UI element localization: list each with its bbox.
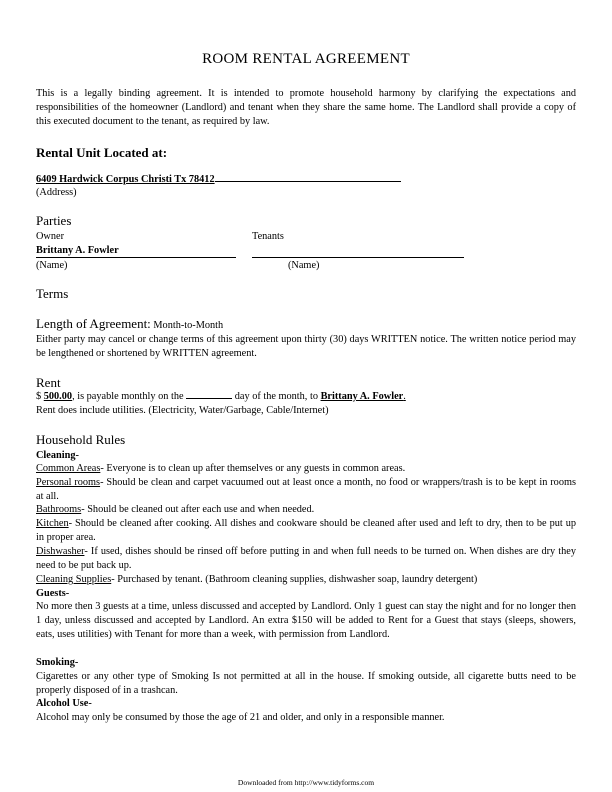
cleaning-heading: Cleaning- <box>36 450 79 461</box>
address-value: 6409 Hardwick Corpus Christi Tx 78412 <box>36 174 215 185</box>
length-value: Month-to-Month <box>153 320 224 331</box>
footer-link[interactable]: http://www.tidyforms.com <box>294 778 375 787</box>
footer <box>0 778 612 787</box>
alcohol-heading: Alcohol Use- <box>36 698 92 709</box>
rent-day-blank <box>186 398 232 399</box>
tenant-name-label: (Name) <box>288 260 320 271</box>
common-areas-label: Common Areas <box>36 463 101 474</box>
tenants-label: Tenants <box>252 231 284 242</box>
bathrooms-label: Bathrooms <box>36 504 82 515</box>
address-blank-line <box>215 181 401 182</box>
rent-currency: $ <box>36 391 42 402</box>
length-heading: Length of Agreement: <box>36 316 151 331</box>
personal-rooms-rule <box>36 476 576 504</box>
kitchen-rule <box>36 517 576 545</box>
rent-amount: 500.00 <box>43 391 73 402</box>
personal-rooms-label: Personal rooms <box>36 477 101 488</box>
cleaning-supplies-text: - Purchased by tenant. (Bathroom cleaning supplies, dishwasher soap, laundry detergent) <box>111 574 478 585</box>
owner-label: Owner <box>36 231 65 242</box>
dishwasher-text: - If used, dishes should be rinsed off before putting in and when full needs to be turned on. When dishes are dry they need to be put back up. <box>36 546 576 571</box>
address-line <box>36 173 576 187</box>
cleaning-supplies-label: Cleaning Supplies <box>36 574 112 585</box>
tenant-name-field <box>252 244 464 258</box>
length-text: Either party may cancel or change terms of this agreement upon thirty (30) days WRITTEN notice. The written notice period may be lengthened or shortened by WRITTEN agreement. <box>36 334 576 359</box>
rent-text-a: , is payable monthly on the <box>72 391 184 402</box>
owner-name-field <box>36 244 236 258</box>
smoking-heading: Smoking- <box>36 657 79 668</box>
address-label: (Address) <box>36 187 77 198</box>
footer-prefix: Downloaded from <box>237 778 293 787</box>
rent-heading: Rent <box>36 375 61 390</box>
owner-name-label: (Name) <box>36 260 68 271</box>
length-line <box>36 317 576 333</box>
guests-text: No more then 3 guests at a time, unless discussed and accepted by Landlord. Only 1 guest can stay the night and for no longer then 1 day, unless discussed and accepted by Landlord. An extra $150 will be added to Rent for a Guest that stays (sleeps, showers, eats, uses utilities) with Tenant for more than a week, with permission from Landlord. <box>36 601 576 640</box>
kitchen-label: Kitchen <box>36 518 69 529</box>
rent-utilities: Rent does include utilities. (Electricity, Water/Garbage, Cable/Internet) <box>36 405 329 416</box>
bathrooms-rule <box>36 503 576 517</box>
rules-heading: Household Rules <box>36 432 126 447</box>
personal-rooms-text: - Should be clean and carpet vacuumed out at least once a month, no food or wrappers/trash is to be kept in rooms at all. <box>36 477 576 502</box>
rent-payee: Brittany A. Fowler <box>320 391 404 402</box>
owner-name: Brittany A. Fowler <box>36 245 119 256</box>
kitchen-text: - Should be cleaned after cooking. All dishes and cookware should be cleaned after used and left to dry, then to be put up in proper area. <box>36 518 576 543</box>
cleaning-supplies-rule <box>36 573 576 587</box>
document-title: ROOM RENTAL AGREEMENT <box>202 51 410 67</box>
bathrooms-text: - Should be cleaned out after each use and when needed. <box>81 504 315 515</box>
intro-paragraph: This is a legally binding agreement. It is intended to promote household harmony by clarifying the expectations and responsibilities of the homeowner (Landlord) and tenant when they share the same home. The Landlord shall provide a copy of this executed document to the tenant, as required by law. <box>36 88 576 127</box>
dishwasher-label: Dishwasher <box>36 546 85 557</box>
alcohol-text: Alcohol may only be consumed by those the age of 21 and older, and only in a responsible manner. <box>36 712 445 723</box>
guests-heading: Guests- <box>36 588 70 599</box>
common-areas-text: - Everyone is to clean up after themselves or any guests in common areas. <box>100 463 406 474</box>
rent-text-b: day of the month, to <box>234 391 318 402</box>
rent-line <box>36 390 576 404</box>
smoking-text: Cigarettes or any other type of Smoking Is not permitted at all in the house. If smoking outside, all cigarette butts need to be properly disposed of in a trashcan. <box>36 671 576 696</box>
common-areas-rule <box>36 462 576 476</box>
terms-heading: Terms <box>36 286 69 301</box>
rent-period: . <box>403 391 406 402</box>
dishwasher-rule <box>36 545 576 573</box>
parties-heading: Parties <box>36 213 72 228</box>
rental-unit-heading: Rental Unit Located at: <box>36 145 168 160</box>
